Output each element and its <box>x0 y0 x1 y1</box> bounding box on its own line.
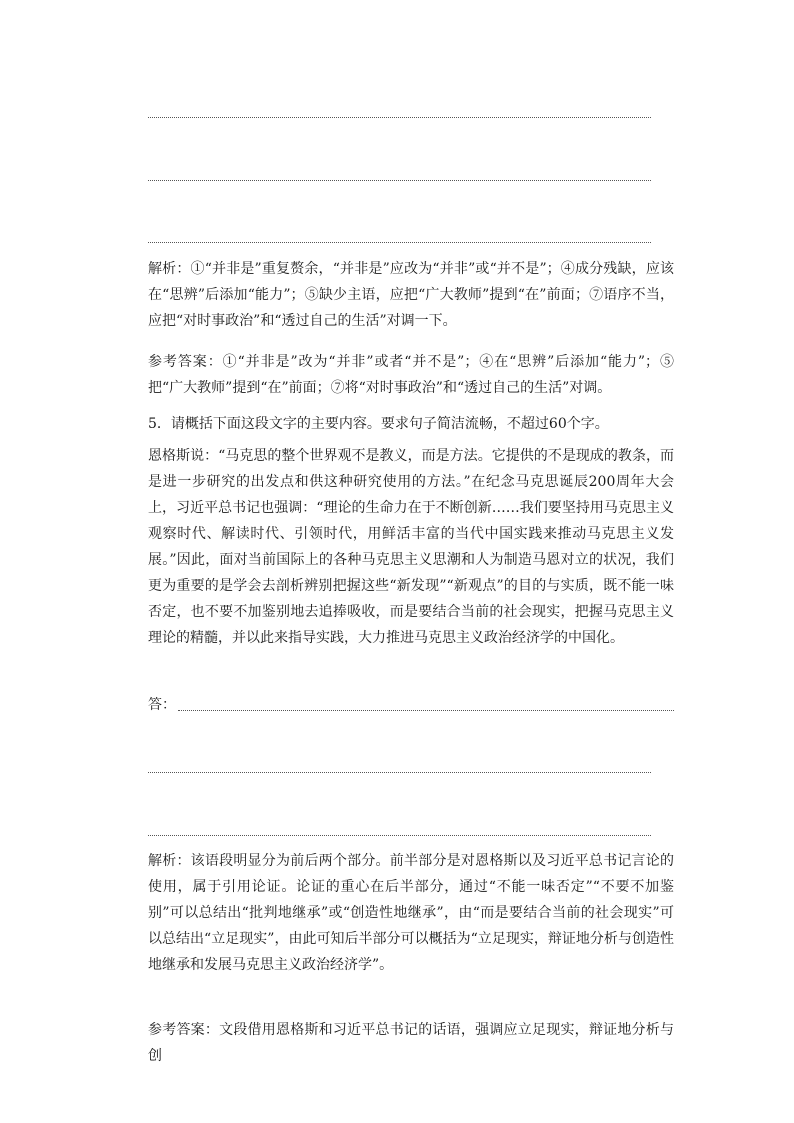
answer-blank-line[interactable] <box>148 180 651 181</box>
q5-analysis: 解析：该语段明显分为前后两个部分。前半部分是对恩格斯以及习近平总书记言论的使用，属于引用论证。论证的重心在后半部分，通过“不能一味否定”“不要不加鉴别”可以总结出“批判地继承”或“创造性地继承”，由“而是要结合当前的社会现实”可以总结出“立足现实”，由此可知后半部分可以概括为“立足现实，辩证地分析与创造性地继承和发展马克思主义政治经济学”。 <box>148 853 674 973</box>
q5-answer-label: 答： <box>148 697 176 713</box>
q5-passage: 恩格斯说：“马克思的整个世界观不是教义，而是方法。它提供的不是现成的教条，而是进一步研究的出发点和供这种研究使用的方法。”在纪念马克思诞辰200周年大会上，习近平总书记也强调：“理论的生命力在于不断创新……我们要坚持用马克思主义观察时代、解读时代、引领时代，用鲜活丰富的当代中国实践来推动马克思主义发展。”因此，面对当前国际上的各种马克思主义思潮和人为制造马恩对立的状况，我们更为重要的是学会去剖析辨别把握这些“新发现”“新观点”的目的与实质，既不能一味否定，也不要不加鉴别地去追捧吸收，而是要结合当前的社会现实，把握马克思主义理论的精髓，并以此来指导实践，大力推进马克思主义政治经济学的中国化。 <box>148 448 674 646</box>
answer-blank-line[interactable] <box>148 117 651 118</box>
answer-blank-line[interactable] <box>148 242 651 243</box>
q5-reference-answer: 参考答案：文段借用恩格斯和习近平总书记的话语，强调应立足现实，辩证地分析与创 <box>148 1022 674 1064</box>
answer-blank-line[interactable] <box>178 696 674 711</box>
answer-blank-line[interactable] <box>148 835 651 836</box>
answer-blank-line[interactable] <box>148 772 651 773</box>
q4-analysis: 解析：①“并非是”重复赘余，“并非是”应改为“并非”或“并不是”；④成分残缺，应该在“思辨”后添加“能力”；⑤缺少主语，应把“广大教师”提到“在”前面；⑦语序不当，应把“对时事政治”和“透过自己的生活”对调一下。 <box>148 261 674 329</box>
q5-answer-row <box>148 692 674 718</box>
q5-prompt: 5．请概括下面这段文字的主要内容。要求句子简洁流畅，不超过60个字。 <box>148 416 609 432</box>
q4-reference-answer: 参考答案：①“并非是”改为“并非”或者“并不是”；④在“思辨”后添加“能力”；⑤把“广大教师”提到“在”前面；⑦将“对时事政治”和“透过自己的生活”对调。 <box>148 354 674 396</box>
